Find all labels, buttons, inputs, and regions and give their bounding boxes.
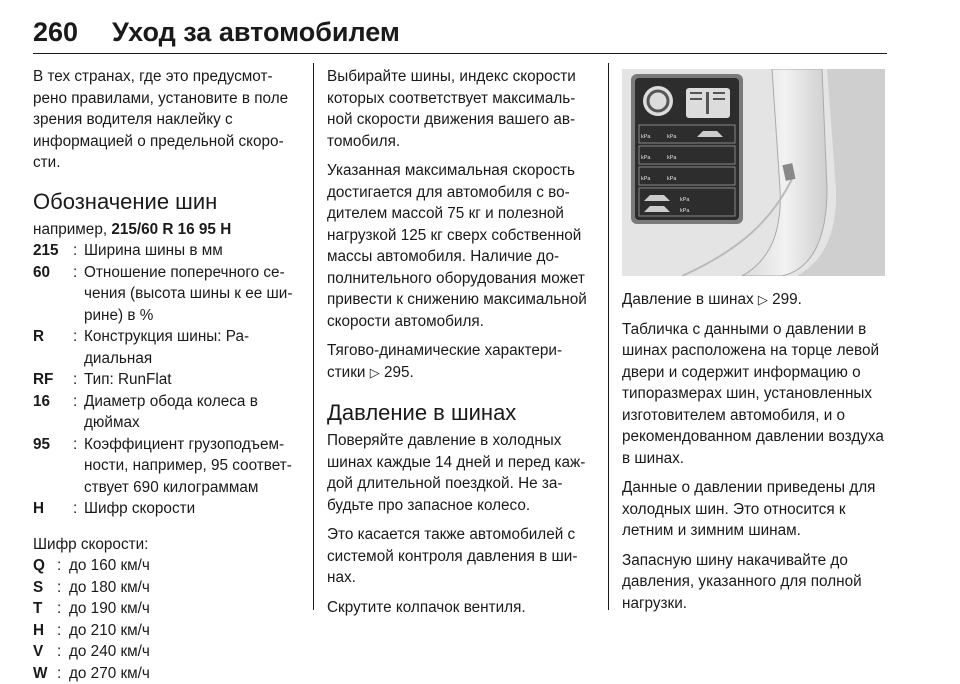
list-item: T : до 190 км/ч [33, 598, 301, 620]
paragraph: Выбирайте шины, индекс скорости которых соответствует максимальной скорости движения вашего автомобиля. [327, 66, 595, 152]
code-list [33, 240, 301, 520]
example-prefix: например, [33, 221, 111, 238]
list-item: 16 : Диаметр обода колеса в дюймах [33, 391, 301, 434]
code-key: RF [33, 369, 73, 391]
paragraph: Табличка с данными о давлении в шинах расположена на торце левой двери и содержит информацию о типоразмерах шин, установленных изготовителем автомобиля, и о рекомендованном давлении воздуха в шинах. [622, 319, 887, 470]
list-item: 60 : Отношение поперечного сечения (высота шины к ее ширине) в % [33, 262, 301, 327]
label-unit: kPa [667, 134, 677, 140]
page-reference[interactable]: 299. [772, 291, 802, 308]
speed-key: Q [33, 555, 57, 577]
code-desc: Тип: RunFlat [84, 369, 301, 391]
paragraph: Это касается также автомобилей с системой контроля давления в шинах. [327, 524, 595, 589]
header-rule [33, 53, 887, 54]
list-item: R : Конструкция шины: Радиальная [33, 326, 301, 369]
reference-arrow-icon: ▷ [370, 365, 380, 380]
paragraph: Запасную шину накачивайте до давления, указанного для полной нагрузки. [622, 550, 887, 615]
column-3 [622, 289, 887, 622]
list-item: 215 : Ширина шины в мм [33, 240, 301, 262]
label-unit: kPa [641, 176, 651, 182]
door-pillar-figure [622, 69, 885, 276]
list-item: RF : Тип: RunFlat [33, 369, 301, 391]
label-unit: kPa [680, 197, 690, 203]
speed-key: V [33, 641, 57, 663]
speed-desc: до 210 км/ч [69, 620, 301, 642]
list-item: H : до 210 км/ч [33, 620, 301, 642]
list-item: H : Шифр скорости [33, 498, 301, 520]
speed-key: T [33, 598, 57, 620]
list-item: Q : до 160 км/ч [33, 555, 301, 577]
column-divider [608, 63, 609, 610]
page-header [33, 17, 887, 55]
code-desc: Шифр скорости [84, 498, 301, 520]
paragraph: Поверяйте давление в холодных шинах каждые 14 дней и перед каждой длительной поездкой. Не забудьте про запасное колесо. [327, 430, 595, 516]
speed-desc: до 240 км/ч [69, 641, 301, 663]
tire-label-illustration [622, 69, 885, 276]
section-heading-tire-pressure: Давление в шинах [327, 399, 595, 427]
speed-key: S [33, 577, 57, 599]
speed-key: H [33, 620, 57, 642]
speed-desc: до 190 км/ч [69, 598, 301, 620]
speed-desc: до 180 км/ч [69, 577, 301, 599]
intro-paragraph: В тех странах, где это предусмотрено правилами, установите в поле зрения водителя наклейку с информацией о предельной скорости. [33, 66, 301, 174]
paragraph-with-ref: Давление в шинах ▷ 299. [622, 289, 887, 311]
label-unit: kPa [667, 155, 677, 161]
code-desc: Коэффициент грузоподъемности, например, 95 соответствует 690 килограммам [84, 434, 301, 499]
paragraph: Данные о давлении приведены для холодных шин. Это относится к летним и зимним шинам. [622, 477, 887, 542]
code-key: 95 [33, 434, 73, 499]
code-key: 215 [33, 240, 73, 262]
paragraph: Скрутите колпачок вентиля. [327, 597, 595, 619]
speed-desc: до 160 км/ч [69, 555, 301, 577]
code-desc: Отношение поперечного сечения (высота шины к ее ширине) в % [84, 262, 301, 327]
page-title: Уход за автомобилем [112, 17, 400, 48]
list-item: V : до 240 км/ч [33, 641, 301, 663]
speed-list [33, 555, 301, 684]
page-number: 260 [33, 17, 78, 48]
code-key: 16 [33, 391, 73, 434]
example-value: 215/60 R 16 95 H [111, 221, 231, 238]
column-divider [313, 63, 314, 610]
speed-desc: до 270 км/ч [69, 663, 301, 684]
speed-intro: Шифр скорости: [33, 534, 301, 556]
reference-arrow-icon: ▷ [758, 292, 768, 307]
page-reference[interactable]: 295. [384, 364, 414, 381]
list-item: W : до 270 км/ч [33, 663, 301, 684]
label-unit: kPa [641, 134, 651, 140]
code-key: 60 [33, 262, 73, 327]
paragraph: Указанная максимальная скорость достигается для автомобиля с водителем массой 75 кг и полезной нагрузкой 125 кг сверх собственной массы автомобиля. Наличие дополнительного оборудования может привести к снижению максимальной скорости автомобиля. [327, 160, 595, 332]
label-unit: kPa [641, 155, 651, 161]
code-desc: Диаметр обода колеса в дюймах [84, 391, 301, 434]
code-key: H [33, 498, 73, 520]
code-desc: Конструкция шины: Радиальная [84, 326, 301, 369]
section-heading-tire-marking: Обозначение шин [33, 188, 301, 216]
code-key: R [33, 326, 73, 369]
list-item: S : до 180 км/ч [33, 577, 301, 599]
speed-key: W [33, 663, 57, 684]
list-item: 95 : Коэффициент грузоподъемности, например, 95 соответствует 690 килограммам [33, 434, 301, 499]
code-desc: Ширина шины в мм [84, 240, 301, 262]
example-line [33, 219, 301, 241]
label-unit: kPa [680, 208, 690, 214]
paragraph-with-ref: Тягово-динамические характеристики ▷ 295. [327, 340, 595, 383]
label-unit: kPa [667, 176, 677, 182]
column-2 [327, 66, 595, 626]
column-1 [33, 66, 301, 684]
